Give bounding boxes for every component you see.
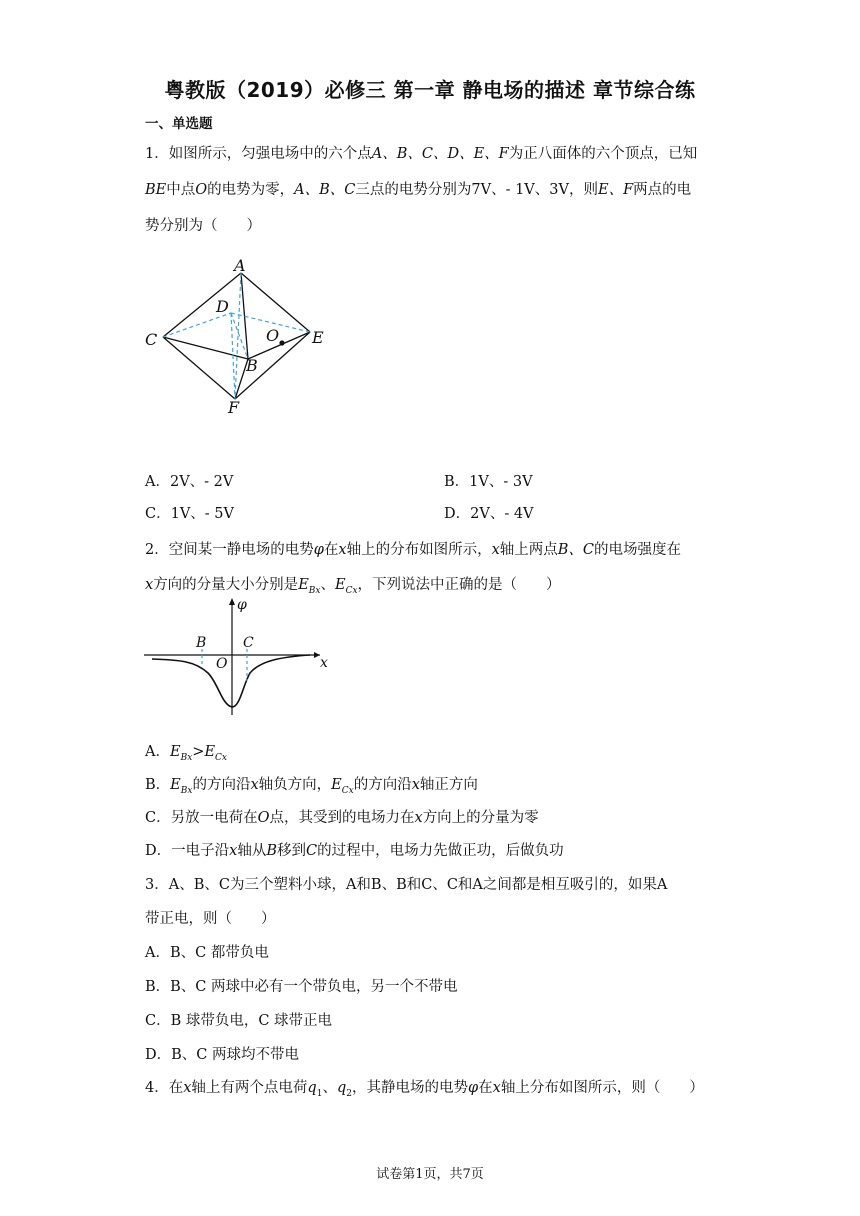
q3-option-b[interactable]: B．B、C 两球中必有一个带负电，另一个不带电	[145, 979, 458, 995]
label-d: D	[216, 297, 229, 316]
q4-line1: 4．在x轴上有两个点电荷$q_1$、$q_2$，其静电场的电势φ在x轴上分布如图所示，则（ ）	[145, 1080, 704, 1099]
label-f: F	[228, 398, 240, 417]
q1-line2: BE中点O的电势为零，A、B、C三点的电势分别为7V、- 1V、3V，则E、F两点的电	[145, 182, 692, 198]
phi-axis-arrow	[229, 598, 235, 605]
label-o: O	[266, 326, 280, 345]
q1-line3: 势分别为（ ）	[145, 218, 261, 234]
q3-option-c[interactable]: C．B 球带负电，C 球带正电	[145, 1013, 333, 1029]
potential-graph-figure	[140, 593, 340, 723]
q2-option-a[interactable]: A．$E_{Bx}>E_{Cx}$	[145, 744, 227, 763]
label-phi: φ	[237, 597, 247, 613]
q2-line2: x方向的分量大小分别是$E_{Bx}$、$E_{Cx}$，下列说法中正确的是（ ）	[145, 577, 561, 596]
q1-option-b[interactable]: B．1V、- 3V	[444, 474, 533, 490]
label-c: C	[243, 635, 254, 651]
page-footer: 试卷第1页，共7页	[376, 1167, 484, 1182]
q2-line1: 2．空间某一静电场的电势φ在x轴上的分布如图所示，x轴上两点B、C的电场强度在	[145, 542, 682, 558]
label-e: E	[312, 328, 324, 347]
q1-option-d[interactable]: D．2V、- 4V	[444, 506, 534, 522]
q3-line2: 带正电，则（ ）	[145, 911, 276, 927]
octahedron-figure	[140, 255, 340, 420]
potential-curve	[152, 655, 310, 707]
q1-option-a[interactable]: A．2V、- 2V	[145, 474, 234, 490]
q1-line1: 1．如图所示，匀强电场中的六个点A、B、C、D、E、F为正八面体的六个顶点，已知	[145, 146, 698, 162]
q3-option-a[interactable]: A．B、C 都带负电	[145, 945, 269, 961]
q3-line1: 3．A、B、C为三个塑料小球，A和B、B和C、C和A之间都是相互吸引的，如果A	[145, 877, 668, 893]
q2-option-c[interactable]: C．另放一电荷在O点，其受到的电场力在x方向上的分量为零	[145, 810, 539, 826]
section-heading: 一、单选题	[145, 116, 213, 132]
page-title: 粤教版（2019）必修三 第一章 静电场的描述 章节综合练	[164, 78, 696, 102]
q3-option-d[interactable]: D．B、C 两球均不带电	[145, 1047, 299, 1063]
label-b: B	[196, 635, 207, 651]
label-c: C	[145, 330, 158, 349]
label-b: B	[246, 356, 258, 375]
q2-option-b[interactable]: B．$E_{Bx}$的方向沿x轴负方向，$E_{Cx}$的方向沿x轴正方向	[145, 777, 478, 796]
q2-option-d[interactable]: D．一电子沿x轴从B移到C的过程中，电场力先做正功，后做负功	[145, 843, 564, 859]
q1-option-c[interactable]: C．1V、- 5V	[145, 506, 234, 522]
point-o-dot	[279, 340, 284, 345]
label-x: x	[320, 655, 328, 671]
label-o: O	[216, 656, 228, 672]
label-a: A	[234, 256, 246, 275]
